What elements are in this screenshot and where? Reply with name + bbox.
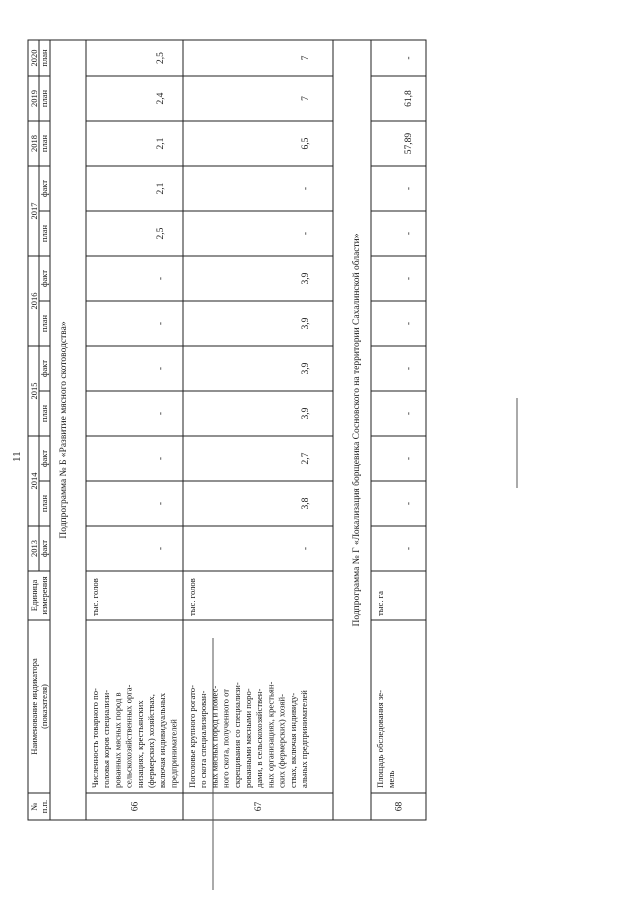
row-value: 61,8 bbox=[404, 90, 414, 107]
row-indicator-name: рованных мясных пород в bbox=[112, 692, 123, 788]
row-value: - bbox=[156, 411, 166, 416]
row-indicator-name: предпринимателей bbox=[168, 719, 179, 788]
header-fact: факт bbox=[39, 539, 49, 558]
row-value: - bbox=[404, 186, 414, 191]
row-value: - bbox=[404, 231, 414, 236]
row-value: - bbox=[156, 546, 166, 551]
row-value: 3,9 bbox=[301, 362, 311, 375]
header-unit: Единица bbox=[29, 579, 39, 612]
row-indicator-name: ных организациях, крестьян- bbox=[265, 681, 276, 788]
row-value: - bbox=[156, 501, 166, 506]
row-value: - bbox=[404, 366, 414, 371]
row-value: 2,1 bbox=[156, 182, 166, 195]
row-value: - bbox=[404, 321, 414, 326]
row-value: 57,89 bbox=[404, 132, 414, 155]
row-value: - bbox=[156, 456, 166, 461]
header-num: № bbox=[29, 802, 39, 811]
header-plan: план bbox=[39, 314, 49, 333]
row-unit: тыс. голов bbox=[187, 578, 197, 616]
row-indicator-name: ствах, включая индивиду- bbox=[287, 692, 298, 788]
row-indicator-name: Площадь обследования зе- bbox=[375, 690, 385, 788]
header-year: 2020 bbox=[29, 49, 39, 67]
header-plan: план bbox=[39, 224, 49, 243]
row-value: - bbox=[301, 546, 311, 551]
subprogram-title: Подпрограмма № Г «Локализация борщевика Сосновского на территории Сахалинской области» bbox=[352, 233, 362, 627]
row-value: 2,5 bbox=[156, 227, 166, 240]
row-value: 2,5 bbox=[156, 52, 166, 64]
row-value: 3,9 bbox=[301, 317, 311, 330]
header-plan: план bbox=[39, 89, 49, 108]
row-value: - bbox=[404, 56, 414, 60]
header-fact: факт bbox=[39, 359, 49, 378]
header-fact: факт bbox=[39, 179, 49, 198]
header-plan: план bbox=[39, 494, 49, 513]
row-indicator-name: мель bbox=[386, 770, 397, 788]
header-year: 2018 bbox=[29, 135, 39, 152]
row-value: - bbox=[301, 186, 311, 191]
row-value: - bbox=[156, 321, 166, 326]
row-number: 68 bbox=[394, 801, 405, 812]
row-number: 66 bbox=[130, 801, 141, 812]
row-value: - bbox=[404, 411, 414, 416]
row-value: 3,8 bbox=[301, 497, 311, 510]
row-indicator-name: дами, в сельскохозяйствен- bbox=[254, 688, 265, 788]
row-value: - bbox=[156, 366, 166, 371]
row-indicator-name: рованными мясными поро- bbox=[243, 688, 253, 788]
header-plan: план bbox=[39, 49, 49, 67]
row-value: 2,7 bbox=[301, 452, 311, 465]
row-unit: тыс. голов bbox=[90, 578, 100, 616]
row-value: - bbox=[404, 546, 414, 551]
row-indicator-name: низациях, крестьянских bbox=[134, 700, 145, 788]
row-value: - bbox=[404, 456, 414, 461]
row-indicator-name: (фермерских) хозяйствах, bbox=[146, 694, 156, 788]
row-indicator-name: альных предпринимателей bbox=[299, 690, 309, 788]
header-num: п.п. bbox=[39, 799, 49, 814]
row-value: - bbox=[156, 276, 166, 281]
header-year: 2016 bbox=[29, 292, 39, 310]
row-indicator-name: ных мясных пород и помес- bbox=[209, 685, 220, 788]
header-plan: план bbox=[39, 134, 49, 153]
header-year: 2013 bbox=[29, 540, 39, 557]
row-value: - bbox=[404, 276, 414, 281]
row-value: - bbox=[404, 501, 414, 506]
header-year: 2017 bbox=[29, 202, 39, 220]
header-year: 2015 bbox=[29, 382, 39, 400]
header-unit: измерения bbox=[39, 576, 49, 615]
row-indicator-name: ного скота, полученного от bbox=[220, 688, 231, 788]
header-plan: план bbox=[39, 404, 49, 423]
header-fact: факт bbox=[39, 449, 49, 468]
row-indicator-name: сельскохозяйственных орга- bbox=[123, 684, 134, 788]
row-value: - bbox=[301, 231, 311, 236]
header-fact: факт bbox=[39, 269, 49, 288]
row-indicator-name: го скота специализирован- bbox=[198, 690, 209, 788]
row-value: 6,5 bbox=[301, 137, 311, 150]
row-value: 3,9 bbox=[301, 272, 311, 285]
row-indicator-name: Поголовье крупного рогато- bbox=[187, 685, 197, 788]
row-value: 7 bbox=[301, 96, 311, 101]
row-value: 2,1 bbox=[156, 137, 166, 150]
row-value: 3,9 bbox=[301, 407, 311, 420]
subprogram-title: Подпрограмма № Б «Развитие мясного скотоводства» bbox=[59, 321, 69, 539]
row-number: 67 bbox=[254, 801, 264, 812]
page-number: 11 bbox=[11, 451, 23, 462]
header-name: Наименование индикатора bbox=[29, 658, 39, 755]
row-unit: тыс. га bbox=[375, 591, 385, 616]
row-indicator-name: головья коров специализи- bbox=[101, 689, 112, 788]
header-year: 2014 bbox=[29, 472, 39, 490]
row-value: 7 bbox=[301, 55, 311, 61]
table-cells bbox=[29, 49, 414, 813]
row-indicator-name: ских (фермерских) хозяй- bbox=[276, 694, 287, 788]
row-indicator-name: Численность товарного по- bbox=[90, 688, 100, 788]
row-value: 2,4 bbox=[156, 92, 166, 105]
header-year: 2019 bbox=[29, 90, 39, 107]
header-name: (показателя) bbox=[39, 684, 49, 729]
row-indicator-name: скрещивания со специализи- bbox=[231, 682, 242, 788]
row-indicator-name: включая индивидуальных bbox=[157, 692, 168, 788]
indicator-table bbox=[28, 40, 426, 820]
